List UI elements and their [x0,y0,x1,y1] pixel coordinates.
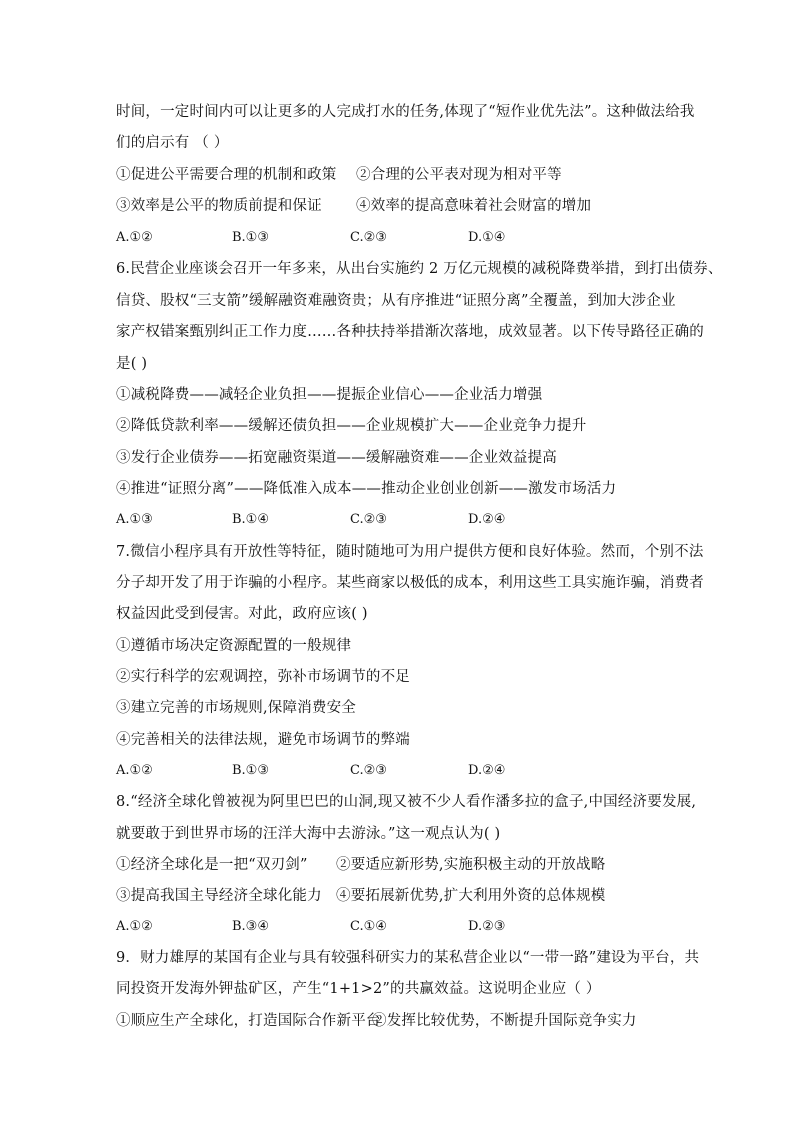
q6-statement-3: ③发行企业债券——拓宽融资渠道——缓解融资难——企业效益提高 [116,450,557,466]
q7-statement-2: ②实行科学的宏观调控，弥补市场调节的不足 [116,669,410,685]
q5-option-a: A.①② [116,230,153,245]
q8-stem-line-2: 就要敢于到世界市场的汪洋大海中去游泳。”这一观点认为( ) [116,826,501,842]
q7-stem-line-3: 权益因此受到侵害。对此，政府应该( ) [116,606,368,622]
q7-option-c: C.②③ [350,763,387,778]
q6-option-a: A.①③ [116,512,153,527]
q6-statement-2: ②降低贷款利率——缓解还债负担——企业规模扩大——企业竞争力提升 [116,418,587,434]
q5-option-c: C.②③ [350,230,387,245]
q8-option-a: A.①② [116,919,153,934]
q5-option-b: B.①③ [232,230,269,245]
q7-statement-3: ③建立完善的市场规则,保障消费安全 [116,700,357,716]
q6-stem-line-1: 6.民营企业座谈会召开一年多来，从出台实施约 2 万亿元规模的减税降费举措，到打出债券、 [116,261,723,277]
q5-stem-line-1: 时间，一定时间内可以让更多的人完成打水的任务,体现了“短作业优先法”。这种做法给我 [116,104,695,120]
q7-option-d: D.②④ [468,763,506,778]
q9-stem-line-2: 同投资开发海外钾盐矿区，产生“1+1>2”的共赢效益。这说明企业应（ ） [116,981,601,997]
q9-stem-line-1: 9．财力雄厚的某国有企业与具有较强科研实力的某私营企业以“一带一路”建设为平台，共 [116,950,700,966]
q5-statement-3: ③效率是公平的物质前提和保证 [116,198,322,214]
q8-option-b: B.③④ [232,919,269,934]
q6-stem-line-4: 是( ) [116,356,148,372]
q8-stem-line-1: 8.“经济全球化曾被视为阿里巴巴的山洞,现又被不少人看作潘多拉的盒子,中国经济要发展, [116,794,697,810]
q6-option-b: B.①④ [232,512,269,527]
q5-statement-2: ②合理的公平表对现为相对平等 [356,167,562,183]
q7-option-b: B.①③ [232,763,269,778]
q9-statement-2: ②发挥比较优势，不断提升国际竞争实力 [372,1013,637,1029]
q8-statement-3: ③提高我国主导经济全球化能力 [116,888,322,904]
q5-statement-4: ④效率的提高意味着社会财富的增加 [356,198,592,214]
q6-statement-4: ④推进“证照分离”——降低准入成本——推动企业创业创新——激发市场活力 [116,481,617,497]
q7-option-a: A.①② [116,763,153,778]
q7-stem-line-1: 7.微信小程序具有开放性等特征，随时随地可为用户提供方便和良好体验。然而，个别不法 [116,544,704,560]
q9-statement-1: ①顺应生产全球化，打造国际合作新平台 [116,1013,381,1029]
q5-option-d: D.①④ [468,230,506,245]
q6-statement-1: ①减税降费——减轻企业负担——提振企业信心——企业活力增强 [116,387,543,403]
q8-option-c: C.①④ [350,919,387,934]
q8-option-d: D.②③ [468,919,506,934]
q7-stem-line-2: 分子却开发了用于诈骗的小程序。某些商家以极低的成本，利用这些工具实施诈骗，消费者 [116,575,704,591]
q5-statement-1: ①促进公平需要合理的机制和政策 [116,167,337,183]
q8-statement-4: ④要拓展新优势,扩大利用外资的总体规模 [336,888,606,904]
q5-stem-line-2: 们的启示有 （ ） [116,135,229,151]
q8-statement-2: ②要适应新形势,实施积极主动的开放战略 [336,857,606,873]
q6-option-d: D.②④ [468,512,506,527]
q6-stem-line-2: 信贷、股权“三支箭”缓解融资难融资贵；从有序推进“证照分离”全覆盖，到加大涉企业 [116,293,676,309]
q6-stem-line-3: 家产权错案甄别纠正工作力度……各种扶持举措渐次落地，成效显著。以下传导路径正确的 [116,324,704,340]
q7-statement-1: ①遵循市场决定资源配置的一般规律 [116,638,352,654]
q6-option-c: C.②③ [350,512,387,527]
q8-statement-1: ①经济全球化是一把“双刃剑” [116,857,308,873]
q7-statement-4: ④完善相关的法律法规，避免市场调节的弊端 [116,732,410,748]
